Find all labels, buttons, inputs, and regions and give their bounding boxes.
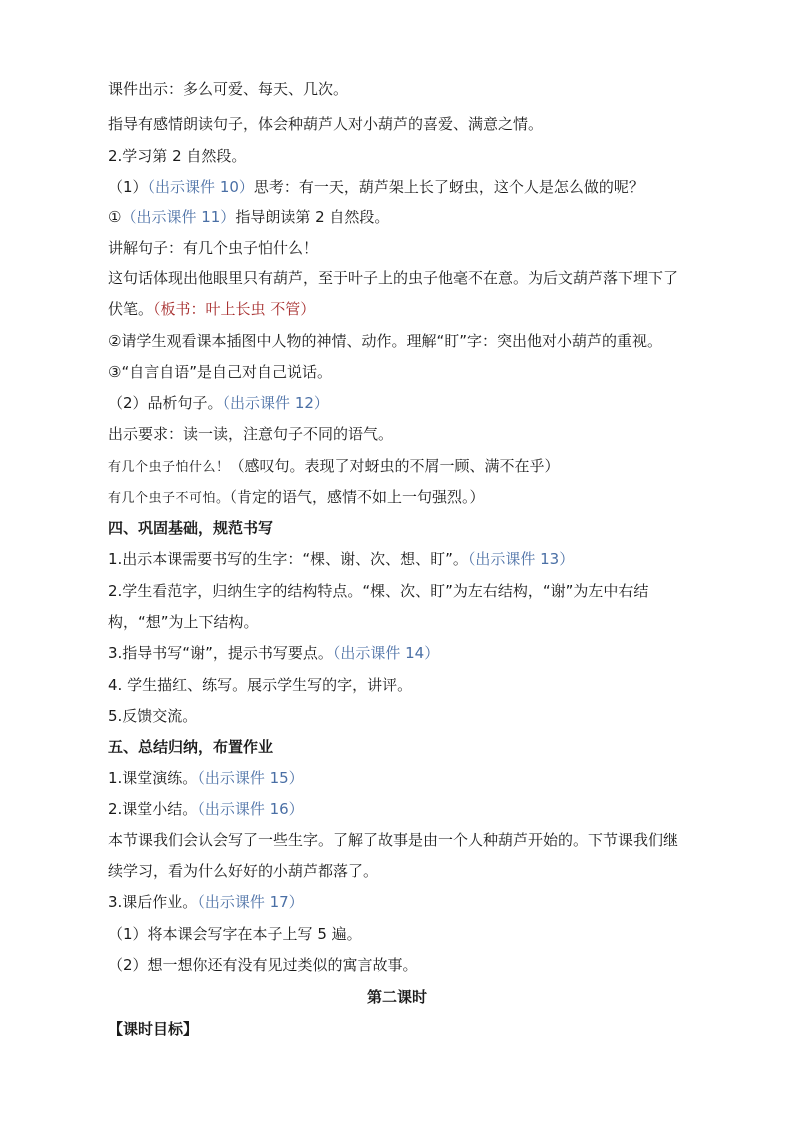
section-title: 第二课时 <box>366 988 427 1006</box>
text-line: （1）将本课会写字在本子上写 5 遍。 <box>108 925 362 943</box>
text-line: 这句话体现出他眼里只有葫芦，至于叶子上的虫子他毫不在意。为后文葫芦落下埋下了 <box>108 269 679 287</box>
courseware-ref: （出示课件 11） <box>121 208 236 226</box>
section-heading: 五、总结归纳，布置作业 <box>108 738 274 756</box>
example-sentence: 有几个虫子不可怕。 <box>108 491 230 506</box>
text-line <box>108 207 718 227</box>
text-line: 讲解句子：有几个虫子怕什么！ <box>108 239 319 257</box>
example-sentence: 有几个虫子怕什么！ <box>108 460 230 475</box>
line-text: （2）品析句子。 <box>108 394 223 412</box>
text-line <box>108 643 718 663</box>
text-line: 课件出示：多么可爱、每天、几次。 <box>108 80 349 98</box>
lesson-goal-heading: 【课时目标】 <box>108 1020 199 1038</box>
line-text: （肯定的语气，感情不如上一句强烈。） <box>229 488 485 506</box>
text-line <box>108 487 718 509</box>
courseware-ref: （出示课件 17） <box>197 893 304 911</box>
line-text: 3.课后作业。 <box>108 893 198 911</box>
text-line <box>108 177 718 197</box>
item-number: （1） <box>108 178 148 196</box>
courseware-ref: （出示课件 10） <box>147 178 254 196</box>
text-line: ③“自言自语”是自己对自己说话。 <box>108 363 332 381</box>
text-line: 指导有感情朗读句子，体会种葫芦人对小葫芦的喜爱、满意之情。 <box>108 115 544 133</box>
text-line: 2.学生看范字，归纳生字的结构特点。“棵、次、盯”为左右结构，“谢”为左中右结 <box>108 582 649 600</box>
line-text: 3.指导书写“谢”，提示书写要点。 <box>108 644 333 662</box>
text-line <box>108 456 718 478</box>
item-number: ① <box>108 208 122 226</box>
text-line <box>108 393 718 413</box>
line-text: 2.课堂小结。 <box>108 800 198 818</box>
line-text: 1.出示本课需要书写的生字：“棵、谢、次、想、盯”。 <box>108 550 468 568</box>
board-note: （板书：叶上长虫 不管） <box>153 300 316 318</box>
text-line: 出示要求：读一读，注意句子不同的语气。 <box>108 425 394 443</box>
text-line: 4. 学生描红、练写。展示学生写的字，讲评。 <box>108 676 413 694</box>
text-line <box>108 768 718 788</box>
line-text: 伏笔。 <box>108 300 154 318</box>
text-line <box>108 799 718 819</box>
text-line: 本节课我们会认会写了一些生字。了解了故事是由一个人种葫芦开始的。下节课我们继 <box>108 831 679 849</box>
courseware-ref: （出示课件 12） <box>222 394 329 412</box>
text-line: ②请学生观看课本插图中人物的神情、动作。理解“盯”字：突出他对小葫芦的重视。 <box>108 332 662 350</box>
text-line <box>108 892 718 912</box>
line-text: 指导朗读第 2 自然段。 <box>235 208 390 226</box>
courseware-ref: （出示课件 16） <box>197 800 304 818</box>
courseware-ref: （出示课件 15） <box>197 769 304 787</box>
text-line: 2.学习第 2 自然段。 <box>108 147 247 165</box>
line-text: 思考：有一天，葫芦架上长了蚜虫，这个人是怎么做的呢？ <box>253 178 644 196</box>
section-heading: 四、巩固基础，规范书写 <box>108 519 274 537</box>
text-line: 5.反馈交流。 <box>108 707 198 725</box>
courseware-ref: （出示课件 13） <box>467 550 575 568</box>
line-text: 1.课堂演练。 <box>108 769 198 787</box>
line-text: （感叹句。表现了对蚜虫的不屑一顾、满不在乎） <box>229 457 560 475</box>
text-line: 构，“想”为上下结构。 <box>108 613 259 631</box>
text-line: （2）想一想你还有没有见过类似的寓言故事。 <box>108 956 418 974</box>
courseware-ref: （出示课件 14） <box>332 644 440 662</box>
text-line <box>108 549 718 569</box>
text-line <box>108 299 718 319</box>
text-line: 续学习，看为什么好好的小葫芦都落了。 <box>108 862 379 880</box>
